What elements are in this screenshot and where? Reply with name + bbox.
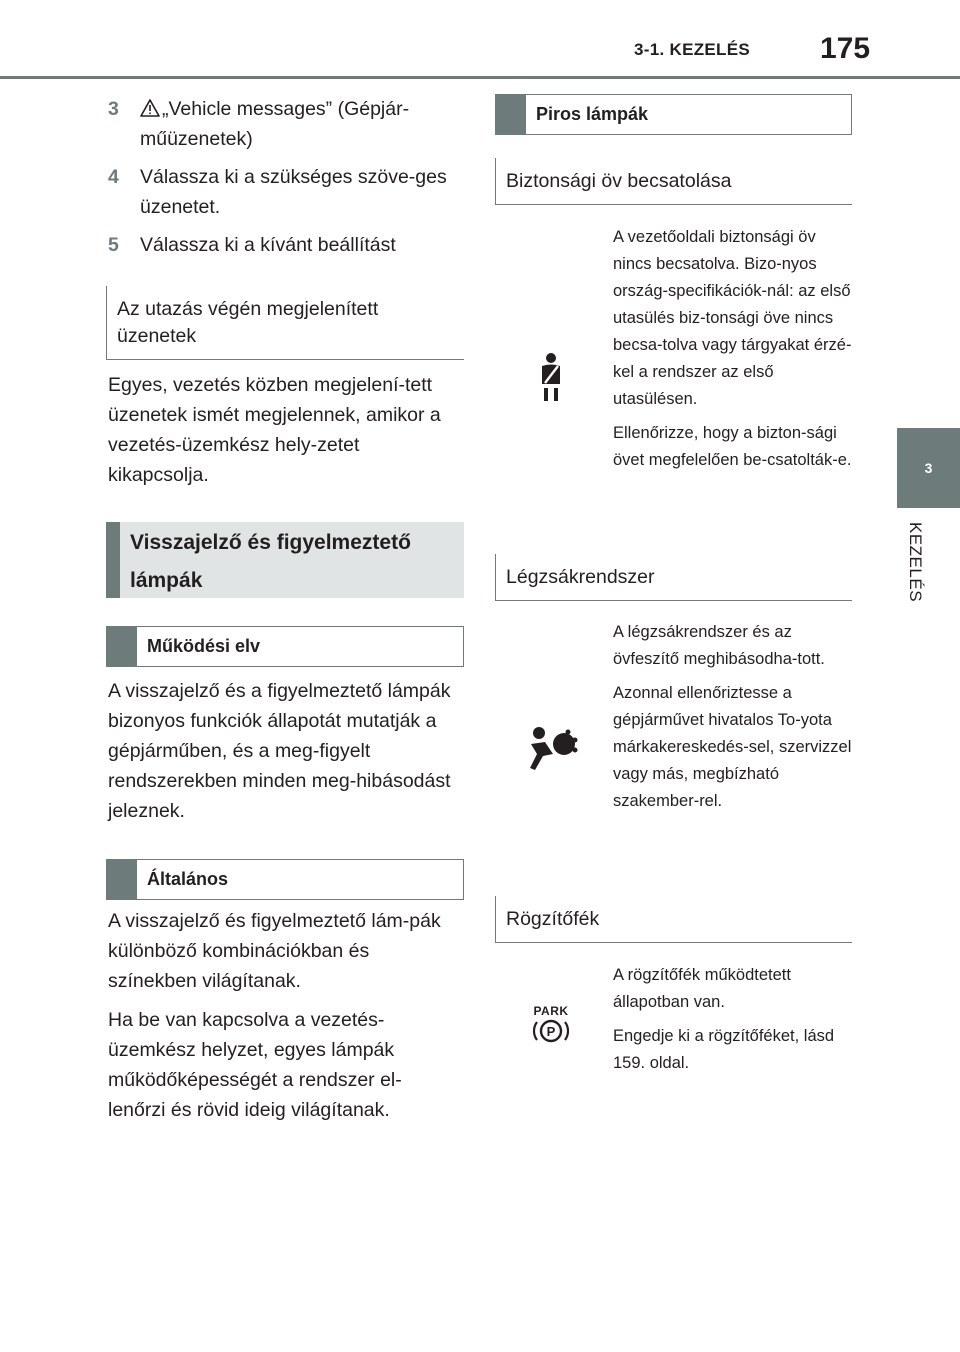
heading-text: Általános	[147, 869, 229, 889]
entry-text-park-brake	[613, 962, 853, 1084]
main-heading: Visszajelző és figyelmeztető lámpák	[130, 531, 411, 592]
chapter-label: KEZELÉS	[906, 522, 925, 603]
park-brake-icon	[531, 1004, 571, 1046]
brake-circle-icon	[531, 1018, 571, 1044]
step-text: Válassza ki a kívánt beállítást	[140, 234, 396, 256]
entry-paragraph: Ellenőrizze, hogy a bizton-sági övet megfelelően be-csatolták-e.	[613, 424, 852, 469]
chapter-tab: 3	[897, 428, 960, 508]
heading-text: Működési elv	[147, 636, 261, 656]
entry-title-park-brake: Rögzítőfék	[495, 896, 852, 943]
entry-paragraph: A légzsákrendszer és az övfeszítő meghibásodha-tott.	[613, 623, 825, 668]
paragraph-self-check: Ha be van kapcsolva a vezetés-üzemkész helyzet, egyes lámpák működőképességét a rendszer el-lenőrzi és rövid ideig világítanak.	[108, 1009, 402, 1121]
step-text: „Vehicle messages” (Gépjár-műüzenetek)	[140, 98, 410, 150]
entry-title-seatbelt: Biztonsági öv becsatolása	[495, 158, 852, 205]
airbag-warning-icon	[527, 726, 579, 772]
paragraph-trip-end: Egyes, vezetés közben megjelení-tett üzenetek ismét megjelennek, amikor a vezetés-üzemkész hely-zetet kikapcsolja.	[108, 374, 441, 486]
svg-text:P: P	[546, 1024, 556, 1039]
entry-paragraph: A rögzítőfék működtetett állapotban van.	[613, 966, 791, 1011]
warning-triangle-icon	[140, 99, 160, 117]
entry-text-seatbelt	[613, 224, 853, 481]
step-number: 4	[108, 166, 119, 188]
heading-operating-principle	[106, 626, 464, 667]
header-rule	[0, 76, 960, 79]
subheading-trip-end-messages: Az utazás végén megjelenített üzenetek	[106, 286, 464, 360]
entry-paragraph: Azonnal ellenőriztesse a gépjárművet hivatalos To-yota márkakereskedés-sel, szervizzel vagy más, megbízható szakember-rel.	[613, 684, 852, 810]
heading-red-lamps	[495, 94, 852, 135]
section-title: 3-1. KEZELÉS	[634, 40, 751, 59]
step-5	[108, 230, 458, 260]
heading-general	[106, 859, 464, 900]
step-text: Válassza ki a szükséges szöve-ges üzenetet.	[140, 166, 447, 218]
main-heading-bar	[106, 522, 464, 598]
step-4	[108, 162, 458, 222]
heading-accent	[107, 627, 137, 666]
heading-text: Piros lámpák	[536, 104, 649, 124]
heading-accent	[107, 860, 137, 899]
paragraph-principle: A visszajelző és a figyelmeztető lámpák bizonyos funkciók állapotát mutatják a gépjárműben, és a meg-figyelt rendszerekben minden meg-hibásodást jeleznek.	[108, 680, 451, 822]
step-number: 5	[108, 234, 119, 256]
entry-paragraph: Engedje ki a rögzítőféket, lásd 159. oldal.	[613, 1027, 835, 1072]
heading-accent	[106, 522, 120, 598]
paragraph-general: A visszajelző és figyelmeztető lám-pák különböző kombinációkban és színekben világítanak.	[108, 910, 441, 992]
seatbelt-warning-icon	[536, 352, 568, 402]
step-3	[108, 94, 458, 154]
page-number: 175	[820, 32, 871, 65]
entry-text-airbag	[613, 619, 853, 822]
step-number: 3	[108, 98, 119, 120]
entry-paragraph: A vezetőoldali biztonsági öv nincs becsatolva. Bizo-nyos ország-specifikációk-nál: az első utasülés biz-tonsági öve nincs becsa-tolva vagy tárgyakat érzé-kel a rendszer az első utasülésen.	[613, 228, 852, 408]
park-label: PARK	[533, 1004, 569, 1018]
entry-title-airbag: Légzsákrendszer	[495, 554, 852, 601]
heading-accent	[496, 95, 526, 134]
